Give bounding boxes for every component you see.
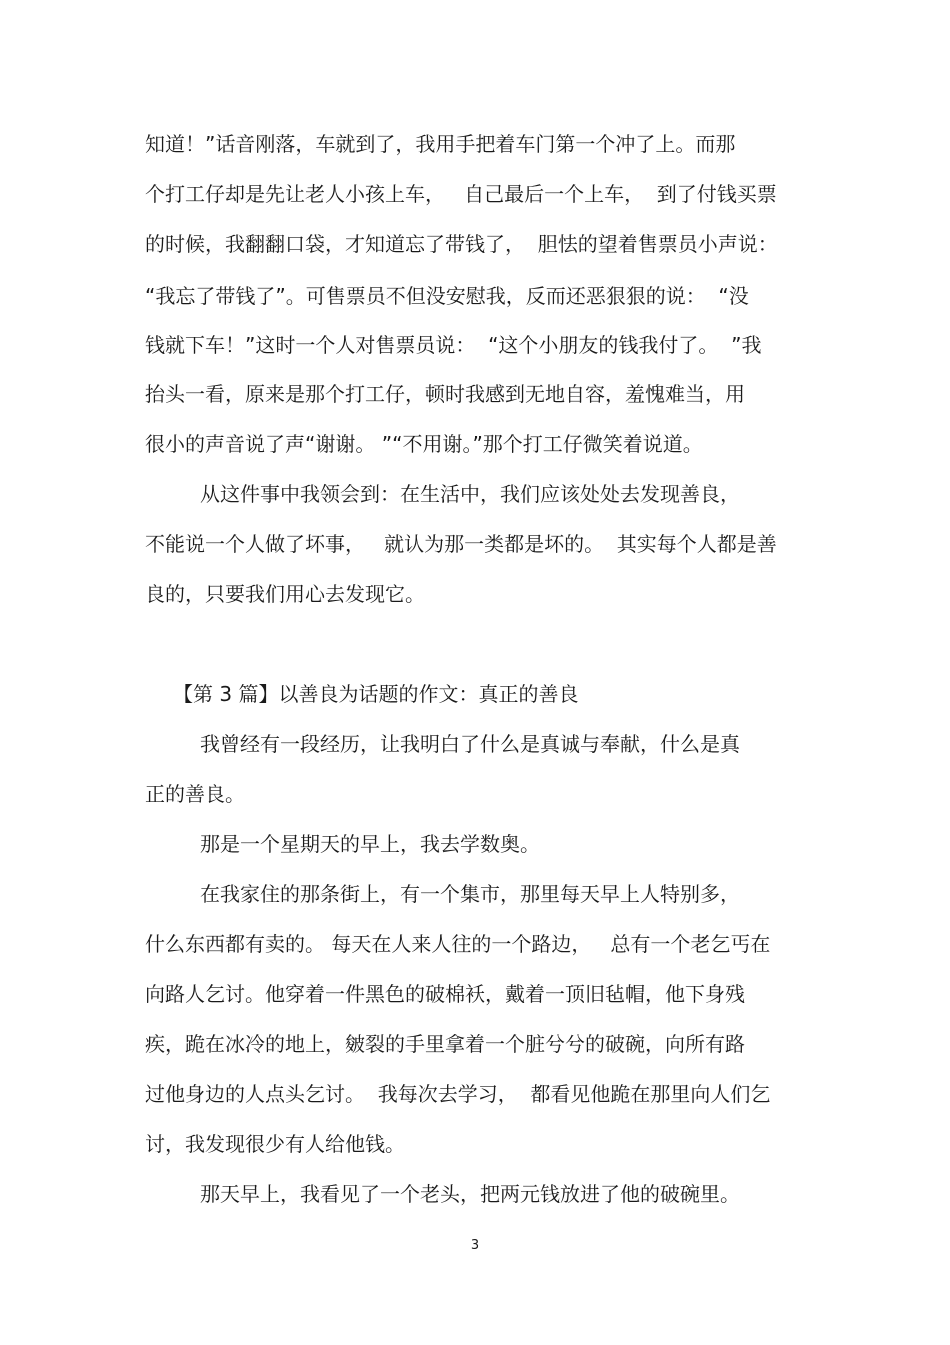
paragraph-first-line: 从这件事中我领会到：在生活中，我们应该处处去发现善良， (200, 482, 740, 506)
text-line: 很小的声音说了声“谢谢。 ”“不用谢。”那个打工仔微笑着说道。 (145, 432, 703, 456)
text-line: 不能说一个人做了坏事， 就认为那一类都是坏的。 其实每个人都是善 (145, 532, 777, 556)
text-line: 的时候，我翻翻口袋，才知道忘了带钱了， 胆怯的望着售票员小声说： (145, 232, 778, 256)
text-line: 正的善良。 (145, 782, 245, 806)
text-line: 良的，只要我们用心去发现它。 (145, 582, 425, 606)
text-line: 什么东西都有卖的。 每天在人来人往的一个路边， 总有一个老乞丐在 (145, 932, 771, 956)
paragraph-first-line: 在我家住的那条街上，有一个集市，那里每天早上人特别多， (200, 882, 740, 906)
text-line: 疾，跪在冰冷的地上，皴裂的手里拿着一个脏兮兮的破碗，向所有路 (145, 1032, 745, 1056)
text-line: 向路人乞讨。他穿着一件黑色的破棉袄，戴着一顶旧毡帽，他下身残 (145, 982, 745, 1006)
text-line: 知道！”话音刚落，车就到了，我用手把着车门第一个冲了上。而那 (145, 132, 736, 156)
text-line: 个打工仔却是先让老人小孩上车， 自己最后一个上车， 到了付钱买票 (145, 182, 777, 206)
text-line: 钱就下车！”这时一个人对售票员说： “这个小朋友的钱我付了。 ”我 (145, 333, 762, 357)
text-line: “我忘了带钱了”。可售票员不但没安慰我，反而还恶狠狠的说： “没 (145, 284, 749, 308)
page-number: 3 (470, 1238, 480, 1253)
section-heading: 【第 3 篇】以善良为话题的作文：真正的善良 (173, 682, 579, 706)
paragraph-first-line: 那天早上，我看见了一个老头，把两元钱放进了他的破碗里。 (200, 1182, 740, 1206)
paragraph-first-line: 那是一个星期天的早上，我去学数奥。 (200, 832, 540, 856)
paragraph-first-line: 我曾经有一段经历，让我明白了什么是真诚与奉献，什么是真 (200, 732, 740, 756)
text-line: 讨，我发现很少有人给他钱。 (145, 1132, 405, 1156)
text-line: 过他身边的人点头乞讨。 我每次去学习， 都看见他跪在那里向人们乞 (145, 1082, 771, 1106)
text-line: 抬头一看，原来是那个打工仔，顿时我感到无地自容，羞愧难当，用 (145, 382, 745, 406)
